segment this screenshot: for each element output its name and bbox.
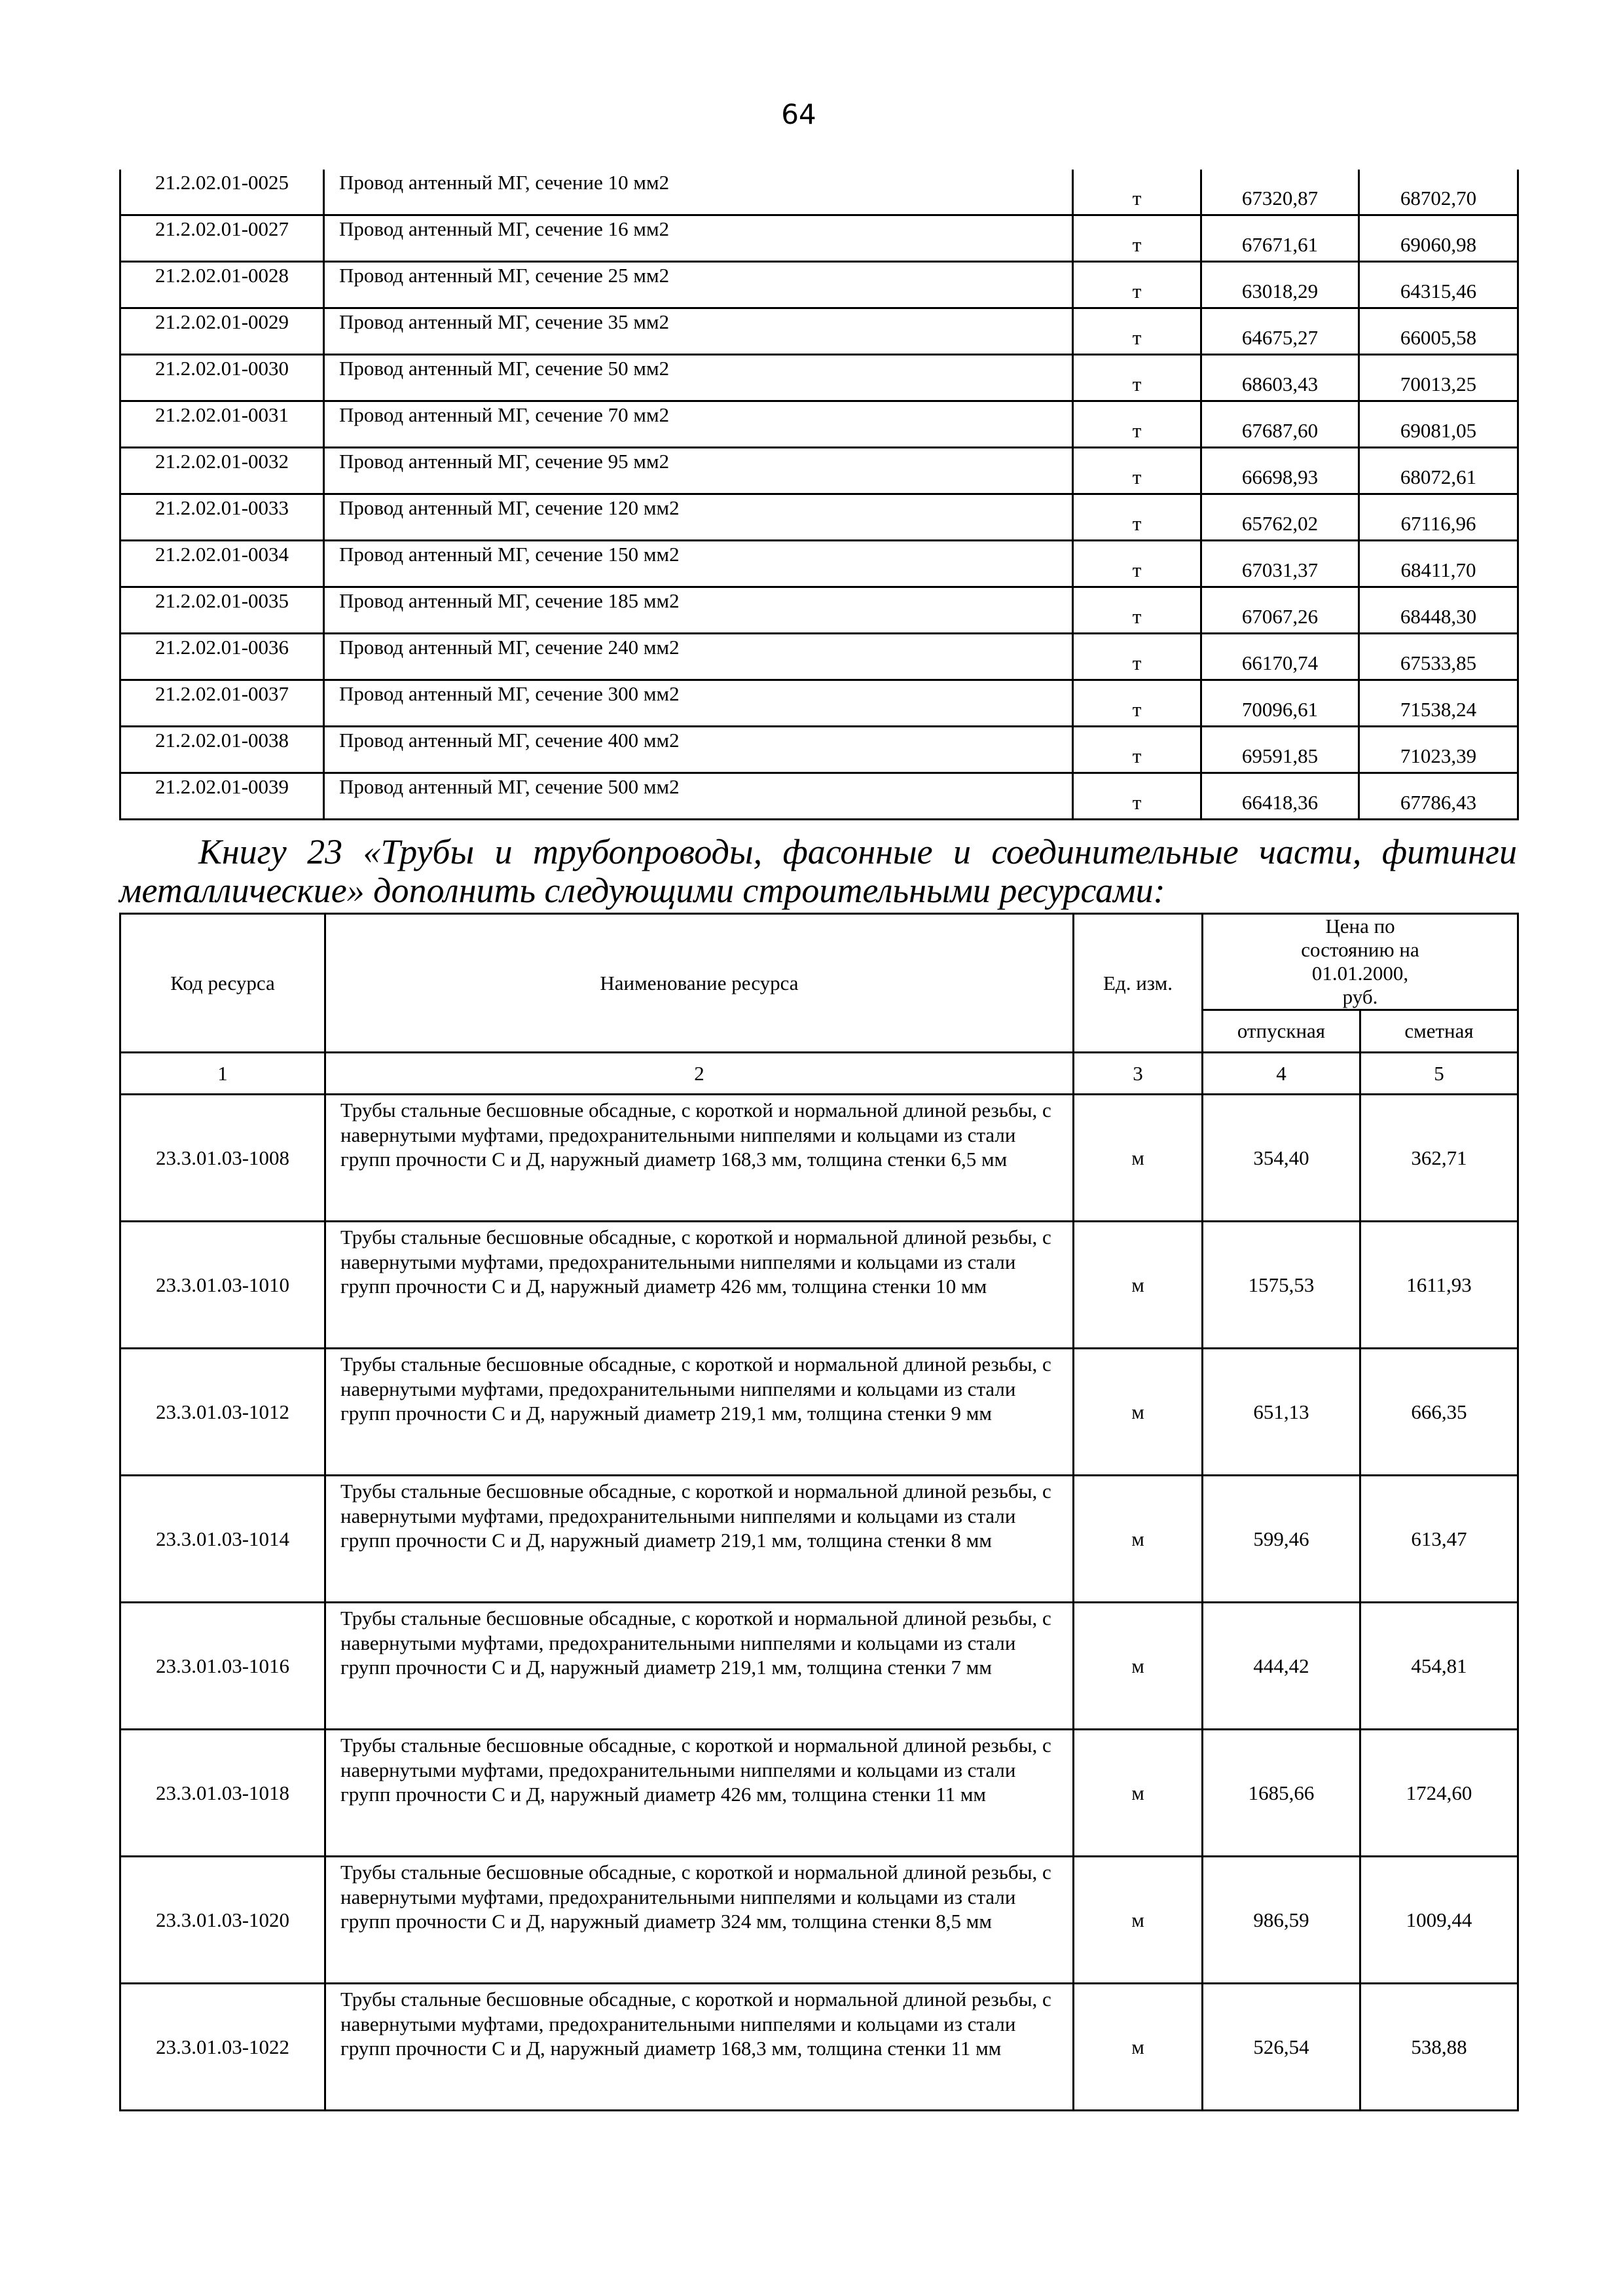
resource-name: Трубы стальные бесшовные обсадные, с короткой и нормальной длиной резьбы, с навернутыми муфтами, предохранительными ниппелями и кольцами из стали групп прочности С и Д, наружный диаметр 168,3 мм, толщина стенки 6,5 мм xyxy=(325,1095,1074,1222)
resource-name: Трубы стальные бесшовные обсадные, с короткой и нормальной длиной резьбы, с навернутыми муфтами, предохранительными ниппелями и кольцами из стали групп прочности С и Д, наружный диаметр 426 мм, толщина стенки 11 мм xyxy=(325,1730,1074,1857)
resource-code: 21.2.02.01-0027 xyxy=(120,215,324,262)
estimate-price: 1724,60 xyxy=(1360,1730,1518,1857)
estimate-price: 71023,39 xyxy=(1359,727,1518,773)
release-price: 67687,60 xyxy=(1201,401,1359,448)
estimate-price: 67786,43 xyxy=(1359,773,1518,820)
resource-code: 21.2.02.01-0028 xyxy=(120,262,324,308)
wires-price-table xyxy=(119,170,1519,820)
resource-code: 23.3.01.03-1020 xyxy=(120,1857,325,1984)
resource-name: Трубы стальные бесшовные обсадные, с короткой и нормальной длиной резьбы, с навернутыми муфтами, предохранительными ниппелями и кольцами из стали групп прочности С и Д, наружный диаметр 219,1 мм, толщина стенки 7 мм xyxy=(325,1603,1074,1730)
release-price: 65762,02 xyxy=(1201,494,1359,541)
release-price: 67067,26 xyxy=(1201,587,1359,634)
table-row xyxy=(120,170,1518,215)
estimate-price: 1009,44 xyxy=(1360,1857,1518,1984)
unit-of-measure: т xyxy=(1073,401,1201,448)
estimate-price: 613,47 xyxy=(1360,1476,1518,1603)
resource-code: 21.2.02.01-0029 xyxy=(120,308,324,355)
resource-code: 21.2.02.01-0030 xyxy=(120,355,324,401)
release-price: 651,13 xyxy=(1203,1349,1360,1476)
release-price: 1575,53 xyxy=(1203,1222,1360,1349)
resource-name: Провод антенный МГ, сечение 150 мм2 xyxy=(324,541,1073,587)
release-price: 67031,37 xyxy=(1201,541,1359,587)
unit-of-measure: м xyxy=(1074,1984,1203,2111)
unit-of-measure: т xyxy=(1073,541,1201,587)
unit-of-measure: м xyxy=(1074,1349,1203,1476)
column-number-2: 2 xyxy=(325,1053,1074,1095)
column-number-5: 5 xyxy=(1360,1053,1518,1095)
table-row xyxy=(120,215,1518,262)
resource-code: 21.2.02.01-0036 xyxy=(120,634,324,680)
estimate-price: 64315,46 xyxy=(1359,262,1518,308)
release-price: 66170,74 xyxy=(1201,634,1359,680)
estimate-price: 68072,61 xyxy=(1359,448,1518,494)
resource-code: 21.2.02.01-0039 xyxy=(120,773,324,820)
resource-name: Провод антенный МГ, сечение 240 мм2 xyxy=(324,634,1073,680)
table-row xyxy=(120,680,1518,727)
release-price: 67671,61 xyxy=(1201,215,1359,262)
column-number-1: 1 xyxy=(120,1053,325,1095)
unit-of-measure: т xyxy=(1073,587,1201,634)
table-row xyxy=(120,448,1518,494)
unit-of-measure: м xyxy=(1074,1603,1203,1730)
estimate-price: 67533,85 xyxy=(1359,634,1518,680)
resource-name: Провод антенный МГ, сечение 50 мм2 xyxy=(324,355,1073,401)
resource-code: 21.2.02.01-0031 xyxy=(120,401,324,448)
release-price: 1685,66 xyxy=(1203,1730,1360,1857)
release-price: 66698,93 xyxy=(1201,448,1359,494)
unit-of-measure: т xyxy=(1073,170,1201,215)
release-price: 67320,87 xyxy=(1201,170,1359,215)
resource-code: 23.3.01.03-1014 xyxy=(120,1476,325,1603)
release-price: 444,42 xyxy=(1203,1603,1360,1730)
estimate-price: 67116,96 xyxy=(1359,494,1518,541)
resource-name: Провод антенный МГ, сечение 185 мм2 xyxy=(324,587,1073,634)
estimate-price: 666,35 xyxy=(1360,1349,1518,1476)
unit-of-measure: м xyxy=(1074,1476,1203,1603)
unit-of-measure: т xyxy=(1073,773,1201,820)
resource-name: Трубы стальные бесшовные обсадные, с короткой и нормальной длиной резьбы, с навернутыми муфтами, предохранительными ниппелями и кольцами из стали групп прочности С и Д, наружный диаметр 219,1 мм, толщина стенки 9 мм xyxy=(325,1349,1074,1476)
resource-code: 23.3.01.03-1016 xyxy=(120,1603,325,1730)
table-row xyxy=(120,727,1518,773)
resource-name: Провод антенный МГ, сечение 16 мм2 xyxy=(324,215,1073,262)
unit-of-measure: т xyxy=(1073,727,1201,773)
release-price: 63018,29 xyxy=(1201,262,1359,308)
release-price: 70096,61 xyxy=(1201,680,1359,727)
release-price: 68603,43 xyxy=(1201,355,1359,401)
column-number-3: 3 xyxy=(1074,1053,1203,1095)
column-number-4: 4 xyxy=(1203,1053,1360,1095)
estimate-price: 70013,25 xyxy=(1359,355,1518,401)
table-row xyxy=(120,494,1518,541)
table-row xyxy=(120,587,1518,634)
unit-of-measure: т xyxy=(1073,215,1201,262)
resource-code: 21.2.02.01-0032 xyxy=(120,448,324,494)
resource-code: 23.3.01.03-1018 xyxy=(120,1730,325,1857)
estimate-price: 71538,24 xyxy=(1359,680,1518,727)
table-row xyxy=(120,773,1518,820)
resource-code: 23.3.01.03-1008 xyxy=(120,1095,325,1222)
resource-code: 21.2.02.01-0034 xyxy=(120,541,324,587)
resource-name: Провод антенный МГ, сечение 500 мм2 xyxy=(324,773,1073,820)
resource-code: 21.2.02.01-0038 xyxy=(120,727,324,773)
resource-name: Провод антенный МГ, сечение 25 мм2 xyxy=(324,262,1073,308)
release-price: 69591,85 xyxy=(1201,727,1359,773)
unit-of-measure: м xyxy=(1074,1857,1203,1984)
table-row xyxy=(120,1095,1518,1222)
resource-code: 23.3.01.03-1022 xyxy=(120,1984,325,2111)
intro-paragraph: Книгу 23 «Трубы и трубопроводы, фасонные и соединительные части, фитинги металлические» дополнить следующими строительными ресурсами: xyxy=(119,832,1517,910)
header-price-group-label: Цена по состоянию на 01.01.2000, руб. xyxy=(1301,915,1419,1008)
table-row xyxy=(120,401,1518,448)
estimate-price: 1611,93 xyxy=(1360,1222,1518,1349)
resource-code: 23.3.01.03-1010 xyxy=(120,1222,325,1349)
estimate-price: 68448,30 xyxy=(1359,587,1518,634)
table-row xyxy=(120,1857,1518,1984)
release-price: 64675,27 xyxy=(1201,308,1359,355)
unit-of-measure: м xyxy=(1074,1222,1203,1349)
release-price: 599,46 xyxy=(1203,1476,1360,1603)
unit-of-measure: м xyxy=(1074,1730,1203,1857)
resource-code: 21.2.02.01-0025 xyxy=(120,170,324,215)
pipes-price-table xyxy=(119,913,1519,2111)
resource-code: 21.2.02.01-0033 xyxy=(120,494,324,541)
estimate-price: 362,71 xyxy=(1360,1095,1518,1222)
table-row xyxy=(120,1222,1518,1349)
resource-name: Провод антенный МГ, сечение 35 мм2 xyxy=(324,308,1073,355)
estimate-price: 538,88 xyxy=(1360,1984,1518,2111)
unit-of-measure: т xyxy=(1073,680,1201,727)
unit-of-measure: т xyxy=(1073,448,1201,494)
resource-name: Провод антенный МГ, сечение 400 мм2 xyxy=(324,727,1073,773)
table-row xyxy=(120,634,1518,680)
table-row xyxy=(120,355,1518,401)
resource-name: Трубы стальные бесшовные обсадные, с короткой и нормальной длиной резьбы, с навернутыми муфтами, предохранительными ниппелями и кольцами из стали групп прочности С и Д, наружный диаметр 219,1 мм, толщина стенки 8 мм xyxy=(325,1476,1074,1603)
estimate-price: 66005,58 xyxy=(1359,308,1518,355)
header-unit: Ед. изм. xyxy=(1074,914,1203,1053)
resource-name: Трубы стальные бесшовные обсадные, с короткой и нормальной длиной резьбы, с навернутыми муфтами, предохранительными ниппелями и кольцами из стали групп прочности С и Д, наружный диаметр 426 мм, толщина стенки 10 мм xyxy=(325,1222,1074,1349)
header-name: Наименование ресурса xyxy=(325,914,1074,1053)
unit-of-measure: т xyxy=(1073,308,1201,355)
release-price: 526,54 xyxy=(1203,1984,1360,2111)
table-row xyxy=(120,1476,1518,1603)
resource-name: Провод антенный МГ, сечение 120 мм2 xyxy=(324,494,1073,541)
resource-name: Трубы стальные бесшовные обсадные, с короткой и нормальной длиной резьбы, с навернутыми муфтами, предохранительными ниппелями и кольцами из стали групп прочности С и Д, наружный диаметр 324 мм, толщина стенки 8,5 мм xyxy=(325,1857,1074,1984)
header-price-group xyxy=(1203,914,1518,1010)
unit-of-measure: т xyxy=(1073,355,1201,401)
release-price: 354,40 xyxy=(1203,1095,1360,1222)
release-price: 986,59 xyxy=(1203,1857,1360,1984)
table-row xyxy=(120,1349,1518,1476)
estimate-price: 454,81 xyxy=(1360,1603,1518,1730)
estimate-price: 69081,05 xyxy=(1359,401,1518,448)
table-row xyxy=(120,262,1518,308)
resource-name: Провод антенный МГ, сечение 300 мм2 xyxy=(324,680,1073,727)
resource-code: 21.2.02.01-0037 xyxy=(120,680,324,727)
page-number: 64 xyxy=(781,98,816,130)
header-release: отпускная xyxy=(1203,1010,1360,1053)
resource-name: Провод антенный МГ, сечение 70 мм2 xyxy=(324,401,1073,448)
table-row xyxy=(120,541,1518,587)
unit-of-measure: т xyxy=(1073,262,1201,308)
unit-of-measure: т xyxy=(1073,494,1201,541)
header-code: Код ресурса xyxy=(120,914,325,1053)
estimate-price: 68411,70 xyxy=(1359,541,1518,587)
resource-code: 23.3.01.03-1012 xyxy=(120,1349,325,1476)
resource-code: 21.2.02.01-0035 xyxy=(120,587,324,634)
table-row xyxy=(120,1730,1518,1857)
estimate-price: 69060,98 xyxy=(1359,215,1518,262)
unit-of-measure: т xyxy=(1073,634,1201,680)
table-row xyxy=(120,308,1518,355)
resource-name: Провод антенный МГ, сечение 10 мм2 xyxy=(324,170,1073,215)
unit-of-measure: м xyxy=(1074,1095,1203,1222)
table-row xyxy=(120,1984,1518,2111)
table-row xyxy=(120,1603,1518,1730)
estimate-price: 68702,70 xyxy=(1359,170,1518,215)
release-price: 66418,36 xyxy=(1201,773,1359,820)
resource-name: Провод антенный МГ, сечение 95 мм2 xyxy=(324,448,1073,494)
resource-name: Трубы стальные бесшовные обсадные, с короткой и нормальной длиной резьбы, с навернутыми муфтами, предохранительными ниппелями и кольцами из стали групп прочности С и Д, наружный диаметр 168,3 мм, толщина стенки 11 мм xyxy=(325,1984,1074,2111)
header-estimate: сметная xyxy=(1360,1010,1518,1053)
